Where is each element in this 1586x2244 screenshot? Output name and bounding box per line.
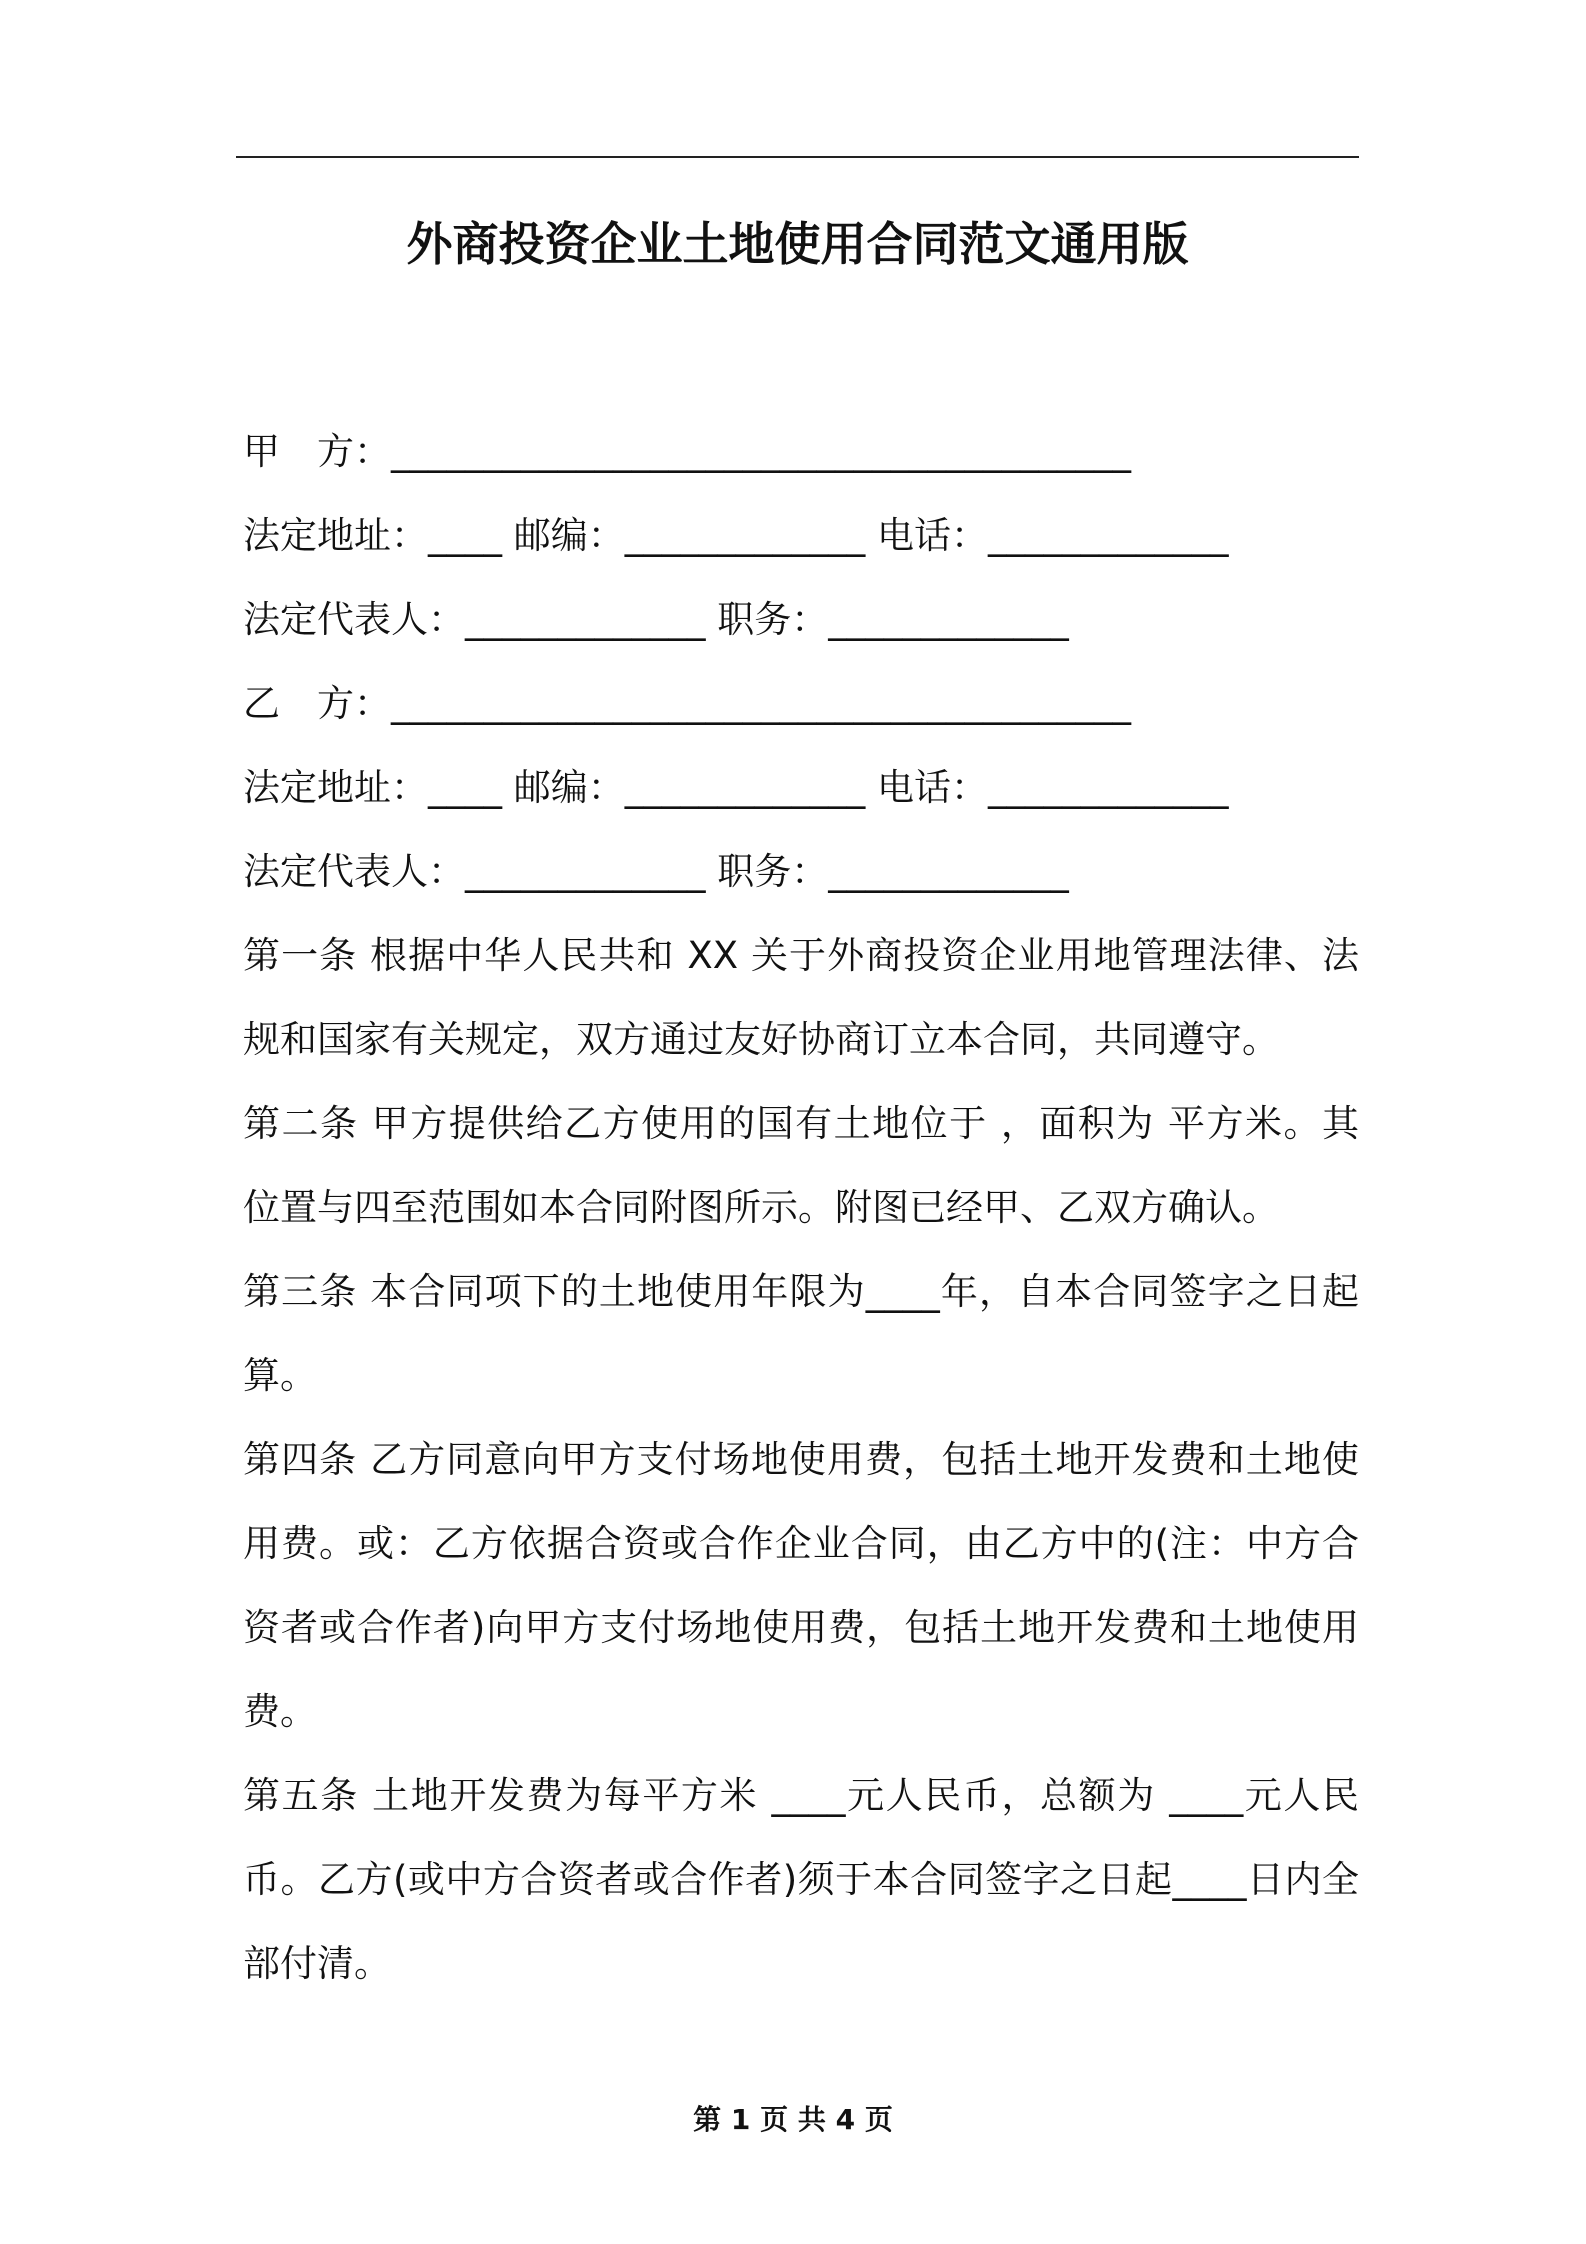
- article-1-line-2: 规和国家有关规定，双方通过友好协商订立本合同，共同遵守。: [243, 1018, 1279, 1061]
- article-2-line-2: 位置与四至范围如本合同附图所示。附图已经甲、乙双方确认。: [243, 1186, 1279, 1229]
- article-3-line-2: 算。: [243, 1354, 317, 1397]
- page-title: 外商投资企业土地使用合同范文通用版: [406, 217, 1189, 271]
- article-4-line-2: 用费。或：乙方依据合资或合作企业合同，由乙方中的(注：中方合: [243, 1522, 1359, 1565]
- party-b-address-line: 法定地址：____ 邮编：_____________ 电话：_____________: [243, 766, 1229, 809]
- article-5-line-3: 部付清。: [243, 1942, 391, 1985]
- party-a-representative-line: 法定代表人：_____________ 职务：_____________: [243, 598, 1069, 641]
- header-rule: [236, 156, 1359, 158]
- article-4-line-4: 费。: [243, 1690, 317, 1733]
- article-5-line-2: 币。乙方(或中方合资者或合作者)须于本合同签字之日起____日内全: [243, 1858, 1359, 1901]
- article-3-line-1: 第三条 本合同项下的土地使用年限为____年，自本合同签字之日起: [243, 1270, 1359, 1313]
- article-4-line-1: 第四条 乙方同意向甲方支付场地使用费，包括土地开发费和土地使: [243, 1438, 1359, 1481]
- article-1-line-1: 第一条 根据中华人民共和 XX 关于外商投资企业用地管理法律、法: [243, 934, 1359, 977]
- article-4-line-3: 资者或合作者)向甲方支付场地使用费，包括土地开发费和土地使用: [243, 1606, 1359, 1649]
- page-number-footer: 第 1 页 共 4 页: [693, 2103, 893, 2136]
- party-a-address-line: 法定地址：____ 邮编：_____________ 电话：_____________: [243, 514, 1229, 557]
- party-b-representative-line: 法定代表人：_____________ 职务：_____________: [243, 850, 1069, 893]
- article-2-line-1: 第二条 甲方提供给乙方使用的国有土地位于 ，面积为 平方米。其: [243, 1102, 1359, 1145]
- article-5-line-1: 第五条 土地开发费为每平方米 ____元人民币，总额为 ____元人民: [243, 1774, 1359, 1817]
- party-a-name-line: 甲 方：________________________________________: [243, 430, 1131, 473]
- document-body: [243, 410, 1359, 2006]
- party-b-name-line: 乙 方：________________________________________: [243, 682, 1131, 725]
